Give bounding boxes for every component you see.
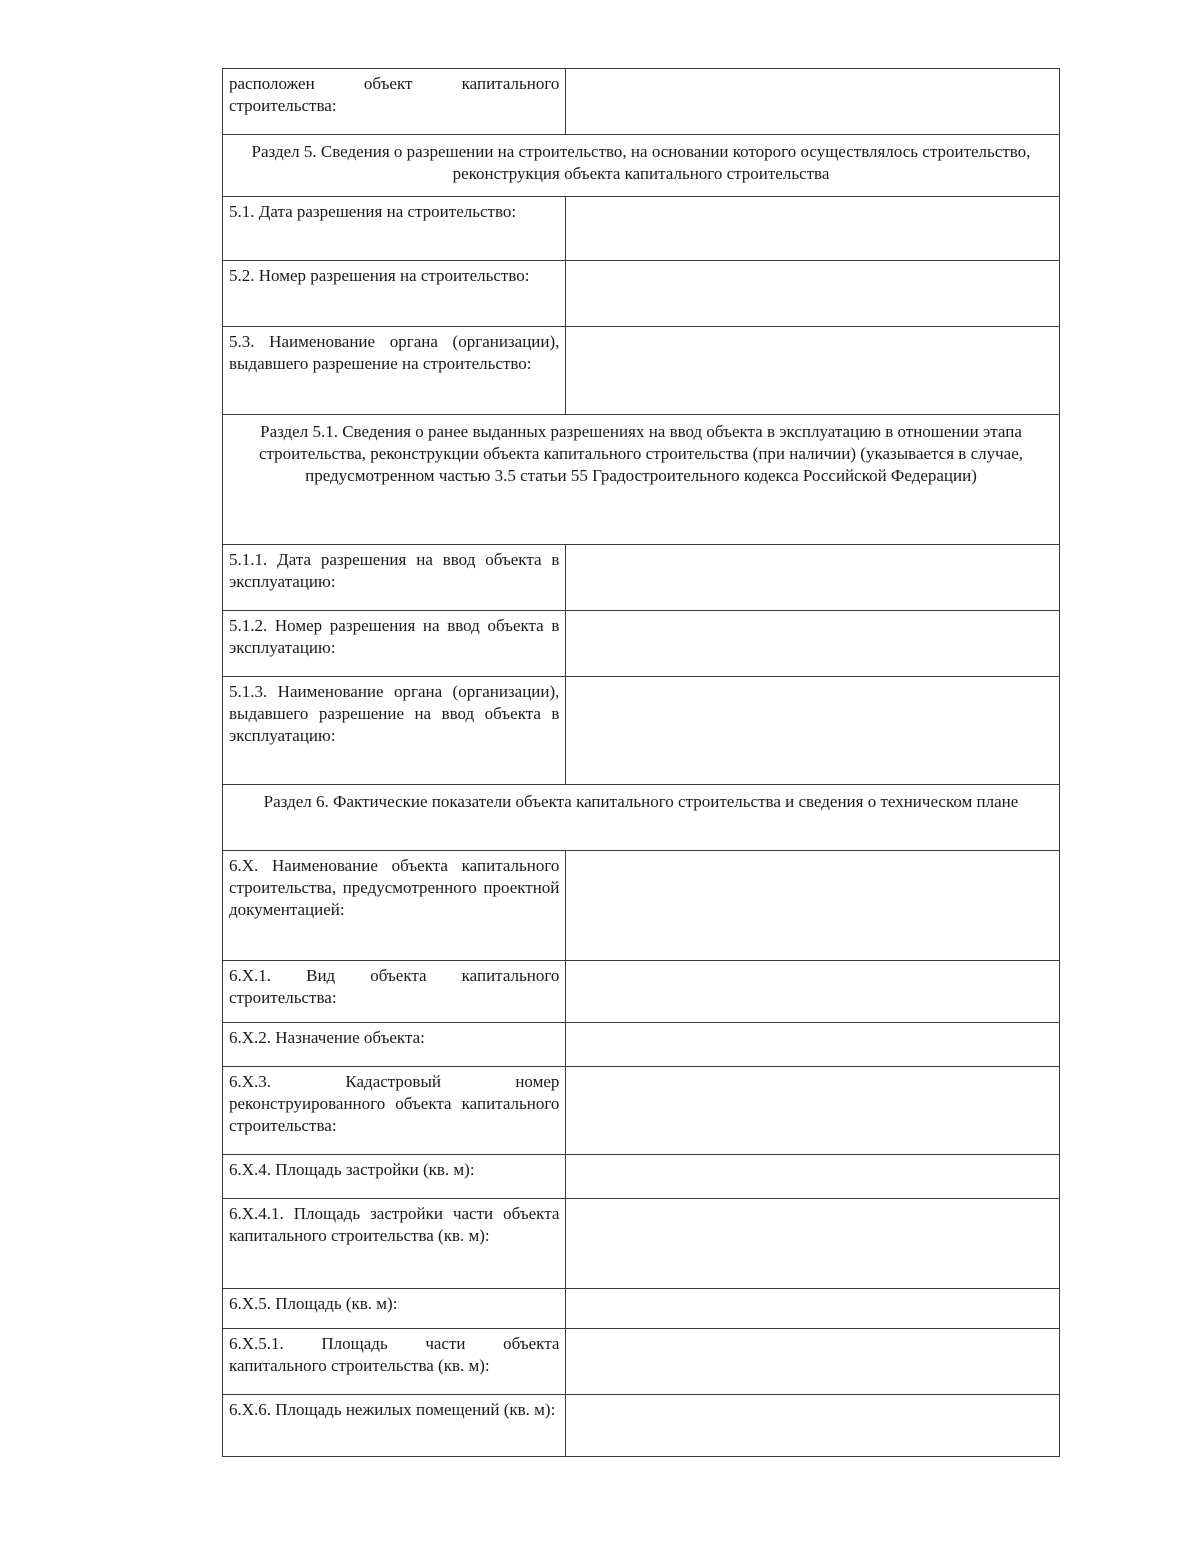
- form-row: [223, 1067, 1060, 1155]
- permit-form-table: [222, 68, 1060, 1457]
- form-row: [223, 69, 1060, 135]
- field-label: 6.X.4. Площадь застройки (кв. м):: [223, 1155, 566, 1199]
- section-header-row: [223, 785, 1060, 851]
- section-header-row: [223, 415, 1060, 545]
- field-value: [566, 1289, 1060, 1329]
- field-value: [566, 261, 1060, 327]
- section-title: Раздел 6. Фактические показатели объекта капитального строительства и сведения о техническом плане: [263, 792, 1019, 811]
- form-row: [223, 327, 1060, 415]
- form-row: [223, 961, 1060, 1023]
- field-label: 5.1.3. Наименование органа (организации), выдавшего разрешение на ввод объекта в эксплуатацию:: [223, 677, 566, 785]
- field-value: [566, 1395, 1060, 1457]
- field-value: [566, 1155, 1060, 1199]
- section-5-1-heading: [223, 415, 1060, 545]
- field-label: 5.1.2. Номер разрешения на ввод объекта в эксплуатацию:: [223, 611, 566, 677]
- field-value: [566, 851, 1060, 961]
- form-row: [223, 1199, 1060, 1289]
- field-value: [566, 677, 1060, 785]
- field-label: 6.X.3. Кадастровый номер реконструированного объекта капитального строительства:: [223, 1067, 566, 1155]
- section-header-row: [223, 135, 1060, 197]
- field-value: [566, 197, 1060, 261]
- field-label: 5.2. Номер разрешения на строительство:: [223, 261, 566, 327]
- field-value: [566, 1023, 1060, 1067]
- field-label: 6.X.1. Вид объекта капитального строительства:: [223, 961, 566, 1023]
- section-6-heading: [223, 785, 1060, 851]
- field-value: [566, 611, 1060, 677]
- form-row: [223, 1329, 1060, 1395]
- field-label: 5.3. Наименование органа (организации), выдавшего разрешение на строительство:: [223, 327, 566, 415]
- field-value: [566, 961, 1060, 1023]
- field-value: [566, 69, 1060, 135]
- field-label: 6.X. Наименование объекта капитального строительства, предусмотренного проектной документацией:: [223, 851, 566, 961]
- form-row: [223, 1155, 1060, 1199]
- field-label: 6.X.2. Назначение объекта:: [223, 1023, 566, 1067]
- section-5-heading: [223, 135, 1060, 197]
- field-label: расположен объект капитального строительства:: [223, 69, 566, 135]
- field-value: [566, 545, 1060, 611]
- field-label: 5.1. Дата разрешения на строительство:: [223, 197, 566, 261]
- field-label: 6.X.5. Площадь (кв. м):: [223, 1289, 566, 1329]
- form-row: [223, 197, 1060, 261]
- form-row: [223, 545, 1060, 611]
- field-value: [566, 1329, 1060, 1395]
- section-title: Раздел 5. Сведения о разрешении на строительство, на основании которого осуществлялось строительство, реконструкция объекта капитального строительства: [251, 142, 1031, 183]
- section-title: Раздел 5.1. Сведения о ранее выданных разрешениях на ввод объекта в эксплуатацию в отношении этапа строительства, реконструкции объекта капитального строительства (при наличии) (указывается в случае, предусмотренном частью 3.5 статьи 55 Градостроительного кодекса Российской Федерации): [258, 422, 1023, 485]
- form-row: [223, 851, 1060, 961]
- form-row: [223, 611, 1060, 677]
- form-row: [223, 677, 1060, 785]
- field-value: [566, 1199, 1060, 1289]
- field-label: 5.1.1. Дата разрешения на ввод объекта в эксплуатацию:: [223, 545, 566, 611]
- field-label: 6.X.5.1. Площадь части объекта капитального строительства (кв. м):: [223, 1329, 566, 1395]
- field-label: 6.X.4.1. Площадь застройки части объекта капитального строительства (кв. м):: [223, 1199, 566, 1289]
- form-row: [223, 1395, 1060, 1457]
- form-row: [223, 261, 1060, 327]
- field-label: 6.X.6. Площадь нежилых помещений (кв. м):: [223, 1395, 566, 1457]
- field-value: [566, 327, 1060, 415]
- form-row: [223, 1023, 1060, 1067]
- field-value: [566, 1067, 1060, 1155]
- form-row: [223, 1289, 1060, 1329]
